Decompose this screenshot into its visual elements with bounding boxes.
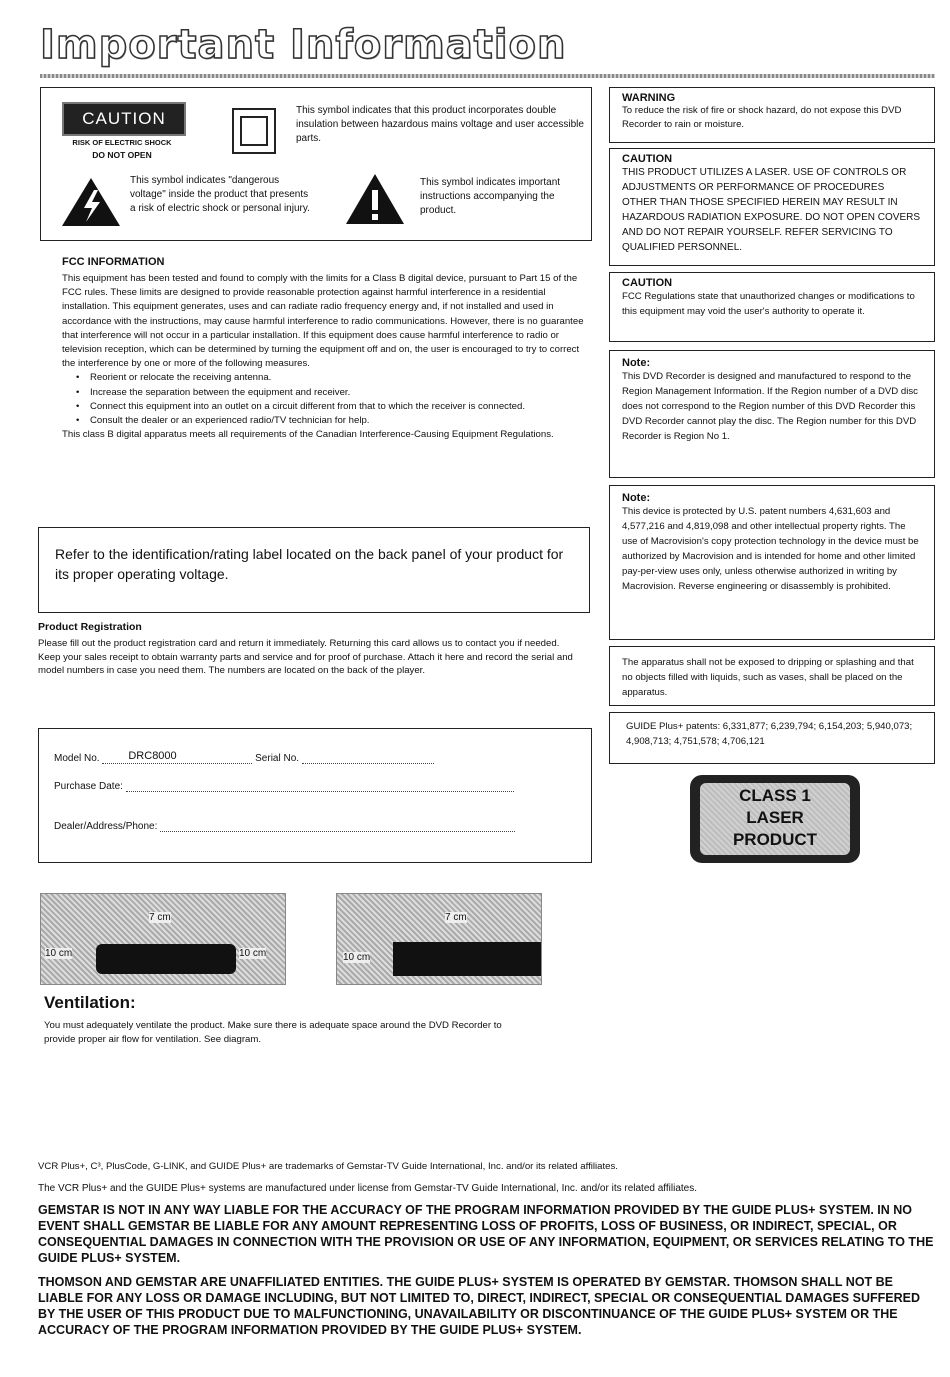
note-patent-heading: Note: xyxy=(622,492,651,504)
registration-heading: Product Registration xyxy=(38,621,142,633)
fcc-measure-item: • Connect this equipment into an outlet on a circuit different from that to which the receiver is connected. xyxy=(78,400,592,414)
dangerous-voltage-text: This symbol indicates "dangerous voltage" inside the product that presents a risk of electric shock or personal injury. xyxy=(130,175,310,214)
caution-badge xyxy=(58,98,186,166)
fcc-measure-item: • Reorient or relocate the receiving antenna. xyxy=(78,371,592,385)
registration-section xyxy=(38,637,578,678)
guide-patents-box xyxy=(609,712,935,764)
caution-fcc-box xyxy=(609,272,935,342)
clearance-left-label: 10 cm xyxy=(45,948,73,959)
note-region-heading: Note: xyxy=(622,357,651,369)
registration-p1: Please fill out the product registration card and return it immediately. Returning this card allows us to contact you if needed. xyxy=(38,638,560,649)
laser-label-line2: LASER xyxy=(746,808,804,827)
dripping-text: The apparatus shall not be exposed to dripping or splashing and that no objects filled with liquids, such as vases, shall be placed on the apparatus. xyxy=(622,657,914,698)
laser-label-line3: PRODUCT xyxy=(732,830,818,849)
lightning-warning-icon xyxy=(60,176,122,228)
fcc-measures-list xyxy=(62,371,592,428)
ventilation-heading: Ventilation: xyxy=(44,993,136,1012)
dealer-field xyxy=(54,820,515,832)
page-title: Important Information xyxy=(40,22,567,68)
dvd-recorder-icon xyxy=(393,942,541,976)
model-label: Model No. xyxy=(54,753,100,764)
fcc-section xyxy=(62,272,592,442)
caution-fcc-body: FCC Regulations state that unauthorized changes or modifications to this equipment may void the user's authority to operate it. xyxy=(622,291,915,317)
guide-patents-text: GUIDE Plus+ patents: 6,331,877; 6,239,794; 6,154,203; 5,940,073; 4,908,713; 4,751,578; 4,706,121 xyxy=(626,721,913,747)
purchase-label: Purchase Date: xyxy=(54,781,123,792)
fcc-body: This equipment has been tested and found to comply with the limits for a Class B digital device, pursuant to Part 15 of the FCC rules. These limits are designed to provide reasonable protection against harmful interference in a residential installation. This equipment generates, uses and can radiate radio frequency energy and, if not installed and used in accordance with the instructions, may cause harmful interference to radio communications. However, there is no guarantee that interference will not occur in a particular installation. If this equipment does cause harmful interference to radio or television reception, which can be determined by turning the equipment off and on, the user is encouraged to try to correct the interference by one or more of the following measures. xyxy=(62,273,584,370)
license-text: The VCR Plus+ and the GUIDE Plus+ systems are manufactured under license from Gemstar-TV Guide International, Inc. and/or its related affiliates. xyxy=(38,1183,698,1194)
laser-label-line1: CLASS 1 xyxy=(739,786,811,805)
model-field xyxy=(54,752,434,764)
fcc-measure-item: • Increase the separation between the equipment and receiver. xyxy=(78,386,592,400)
serial-label: Serial No. xyxy=(255,753,300,764)
double-insulation-icon xyxy=(232,108,276,154)
note-region-box xyxy=(609,350,935,478)
warning-body: To reduce the risk of fire or shock hazard, do not expose this DVD Recorder to rain or moisture. xyxy=(622,105,902,130)
note-patent-box xyxy=(609,485,935,640)
important-instructions-text: This symbol indicates important instructions accompanying the product. xyxy=(420,177,561,216)
fcc-canada-text: This class B digital apparatus meets all requirements of the Canadian Interference-Causing Equipment Regulations. xyxy=(62,429,554,441)
clearance-back-label: 10 cm xyxy=(343,952,371,963)
rating-label-text: Refer to the identification/rating label located on the back panel of your product for its proper operating voltage. xyxy=(55,546,564,582)
dripping-box xyxy=(609,646,935,706)
warning-box xyxy=(609,87,935,143)
clearance-right-label: 10 cm xyxy=(239,948,267,959)
caution-laser-box xyxy=(609,148,935,266)
trademarks-text: VCR Plus+, C³, PlusCode, G-LINK, and GUIDE Plus+ are trademarks of Gemstar-TV Guide International, Inc. and/or its related affiliates. xyxy=(38,1161,618,1172)
model-value: DRC8000 xyxy=(128,750,177,762)
double-insulation-text: This symbol indicates that this product incorporates double insulation between hazardous mains voltage and user accessible parts. xyxy=(296,105,584,144)
title-rule xyxy=(40,74,935,78)
clearance-top-label: 7 cm xyxy=(445,912,467,923)
caution-badge-label: CAUTION xyxy=(62,102,186,136)
clearance-top-label: 7 cm xyxy=(149,912,171,923)
purchase-line xyxy=(126,780,514,792)
ventilation-diagram-side xyxy=(336,893,542,985)
exclamation-warning-icon xyxy=(344,172,406,226)
purchase-field xyxy=(54,780,514,792)
caution-laser-heading: CAUTION xyxy=(622,153,673,165)
model-line xyxy=(102,752,252,764)
laser-label xyxy=(690,775,860,863)
caution-badge-line1: RISK OF ELECTRIC SHOCK xyxy=(72,138,172,147)
gemstar-disclaimer: GEMSTAR IS NOT IN ANY WAY LIABLE FOR THE ACCURACY OF THE PROGRAM INFORMATION PROVIDED BY THE GUIDE PLUS+ SYSTEM. IN NO EVENT SHALL GEMSTAR BE LIABLE FOR ANY AMOUNT REPRESENTING LOSS OF PROFITS, LOSS OF BUSINESS, OR INDIRECT, SPECIAL, OR CONSEQUENTIAL DAMAGES IN CONNECTION WITH THE PROVISION OR USE OF ANY INFORMATION, EQUIPMENT, OR SERVICES RELATING TO THE GUIDE PLUS+ SYSTEM. xyxy=(38,1203,934,1265)
registration-p2: Keep your sales receipt to obtain warranty parts and service and for proof of purchase. Attach it here and record the serial and model numbers in case you need them. The numbers are located on the back of the player. xyxy=(38,651,573,676)
note-region-body: This DVD Recorder is designed and manufactured to respond to the Region Management Information. If the Region number of a DVD disc does not correspond to the Region number of this DVD Recorder this DVD Recorder cannot play the disc. The Region number for this DVD Recorder is Region No 1. xyxy=(622,371,918,442)
warning-heading: WARNING xyxy=(622,92,676,104)
caution-laser-body: THIS PRODUCT UTILIZES A LASER. USE OF CONTROLS OR ADJUSTMENTS OR PERFORMANCE OF PROCEDURES OTHER THAN THOSE SPECIFIED HEREIN MAY RESULT IN HAZARDOUS RADIATION EXPOSURE. DO NOT OPEN COVERS AND DO NOT REPAIR YOURSELF. REFER SERVICING TO QUALIFIED PERSONNEL. xyxy=(622,167,921,253)
thomson-disclaimer: THOMSON AND GEMSTAR ARE UNAFFILIATED ENTITIES. THE GUIDE PLUS+ SYSTEM IS OPERATED BY GEMSTAR. THOMSON SHALL NOT BE LIABLE FOR ANY LOSS OR DAMAGE INCLUDING, BUT NOT LIMITED TO, DIRECT, INDIRECT, SPECIAL OR CONSEQUENTIAL DAMAGES SUFFERED BY THE USER OF THIS PRODUCT DUE TO MALFUNCTIONING, UNAVAILABILITY OR DISCONTINUANCE OF THE GUIDE PLUS+ SYSTEM OR THE ACCURACY OF THE PROGRAM INFORMATION PROVIDED BY THE GUIDE PLUS+ SYSTEM. xyxy=(38,1275,920,1337)
fcc-heading: FCC INFORMATION xyxy=(62,256,165,268)
dvd-recorder-icon xyxy=(96,944,236,974)
caution-fcc-heading: CAUTION xyxy=(622,277,673,289)
registration-form-box xyxy=(38,728,592,863)
dealer-label: Dealer/Address/Phone: xyxy=(54,821,158,832)
fcc-measure-item: • Consult the dealer or an experienced radio/TV technician for help. xyxy=(78,414,592,428)
note-patent-body: This device is protected by U.S. patent numbers 4,631,603 and 4,577,216 and 4,819,098 and other intellectual property rights. The use of Macrovision's copy protection technology in the device must be authorized by Macrovision and is intended for home and other limited pay-per-view uses only, unless otherwise authorized in writing by Macrovision. Reverse engineering or disassembly is prohibited. xyxy=(622,506,919,592)
dealer-line xyxy=(160,820,515,832)
rating-label-box xyxy=(38,527,590,613)
ventilation-body: You must adequately ventilate the product. Make sure there is adequate space around the DVD Recorder to provide proper air flow for ventilation. See diagram. xyxy=(44,1020,502,1045)
caution-badge-line2: DO NOT OPEN xyxy=(92,150,152,160)
serial-line xyxy=(302,752,434,764)
ventilation-diagram-front xyxy=(40,893,286,985)
